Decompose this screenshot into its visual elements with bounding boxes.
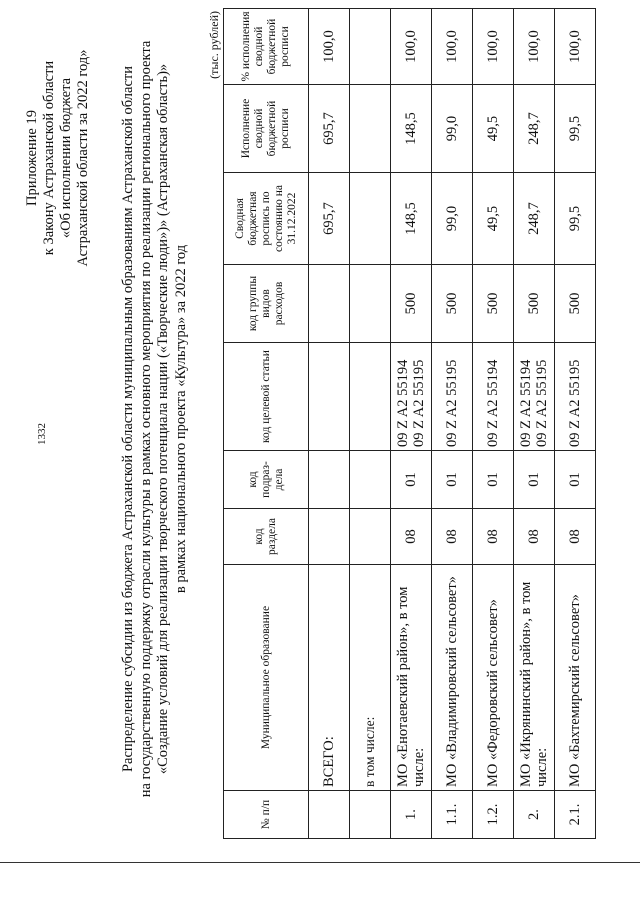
- header-target: код целевой статьи: [224, 343, 309, 451]
- cell-percent: 100,0: [473, 9, 514, 85]
- cell-target: [309, 343, 350, 451]
- cell-subsection: 01: [432, 451, 473, 509]
- appendix-line: «Об исполнении бюджета: [58, 77, 74, 239]
- cell-percent: 100,0: [309, 9, 350, 85]
- table-row: [555, 9, 596, 839]
- cell-num: 2.1.: [555, 791, 596, 839]
- cell-budget: 49,5: [473, 173, 514, 265]
- cell-section: 08: [555, 509, 596, 565]
- table-row: [391, 9, 432, 839]
- cell-section: 08: [514, 509, 555, 565]
- cell-budget: [350, 173, 391, 265]
- cell-section: 08: [473, 509, 514, 565]
- table-row: [350, 9, 391, 839]
- cell-target: 09 Z A2 55194: [473, 343, 514, 451]
- cell-section: [309, 509, 350, 565]
- table-row: [309, 9, 350, 839]
- cell-subsection: 01: [514, 451, 555, 509]
- subsidy-table: [223, 8, 596, 839]
- cell-execution: 99,5: [555, 85, 596, 173]
- table-row: [514, 9, 555, 839]
- cell-group: [309, 265, 350, 343]
- title-line: в рамках национального проекта «Культура» за 2022 год: [172, 244, 189, 594]
- cell-group: 500: [432, 265, 473, 343]
- header-section: код раздела: [224, 509, 309, 565]
- cell-percent: 100,0: [391, 9, 432, 85]
- cell-subsection: 01: [555, 451, 596, 509]
- header-subsection: код подраз- дела: [224, 451, 309, 509]
- header-execution: Исполнение сводной бюджетной росписи: [224, 85, 309, 173]
- units-label: (тыс. рублей): [207, 11, 221, 79]
- header-budget: Сводная бюджетная роспись по состоянию на 31.12.2022: [224, 173, 309, 265]
- cell-num: 2.: [514, 791, 555, 839]
- table-row: [432, 9, 473, 839]
- cell-group: 500: [514, 265, 555, 343]
- cell-num: 1.1.: [432, 791, 473, 839]
- appendix-line: Астраханской области за 2022 год»: [75, 49, 91, 267]
- cell-num: [350, 791, 391, 839]
- cell-percent: 100,0: [514, 9, 555, 85]
- cell-budget: 695,7: [309, 173, 350, 265]
- cell-num: 1.2.: [473, 791, 514, 839]
- cell-group: 500: [391, 265, 432, 343]
- cell-execution: 49,5: [473, 85, 514, 173]
- cell-budget: 99,5: [555, 173, 596, 265]
- cell-section: [350, 509, 391, 565]
- title-line: «Создание условий для реализации творческого потенциала нации («Творческие люди»)» (Астраханская область)»: [155, 63, 171, 775]
- title-line: Распределение субсидии из бюджета Астраханской области муниципальным образованиям Астраханской области: [120, 66, 136, 773]
- cell-section: 08: [391, 509, 432, 565]
- appendix-line: Приложение 19: [24, 110, 40, 206]
- cell-target: 09 Z A2 55194 09 Z A2 55195: [391, 343, 432, 451]
- cell-percent: 100,0: [555, 9, 596, 85]
- table-row: [473, 9, 514, 839]
- header-municipality: Муниципальное образование: [224, 565, 309, 791]
- cell-name: ВСЕГО:: [309, 565, 350, 791]
- cell-execution: [350, 85, 391, 173]
- cell-name: МО «Федоровский сельсовет»: [473, 565, 514, 791]
- cell-percent: 100,0: [432, 9, 473, 85]
- cell-execution: 695,7: [309, 85, 350, 173]
- header-num: № п/п: [224, 791, 309, 839]
- cell-target: 09 Z A2 55195: [432, 343, 473, 451]
- cell-execution: 148,5: [391, 85, 432, 173]
- header-percent: % исполнения сводной бюджетной росписи: [224, 9, 309, 85]
- cell-name: в том числе:: [350, 565, 391, 791]
- cell-budget: 148,5: [391, 173, 432, 265]
- cell-budget: 248,7: [514, 173, 555, 265]
- rotated-page: [0, 1, 640, 851]
- cell-group: 500: [473, 265, 514, 343]
- cell-name: МО «Енотаевский район», в том числе:: [391, 565, 432, 791]
- cell-percent: [350, 9, 391, 85]
- cell-subsection: [350, 451, 391, 509]
- cell-num: [309, 791, 350, 839]
- appendix-line: к Закону Астраханской области: [41, 60, 57, 256]
- appendix-header: [24, 13, 92, 303]
- document-title: [120, 1, 190, 837]
- cell-execution: 248,7: [514, 85, 555, 173]
- cell-num: 1.: [391, 791, 432, 839]
- cell-section: 08: [432, 509, 473, 565]
- page-content: [0, 1, 640, 851]
- header-expense-group: код группы видов расходов: [224, 265, 309, 343]
- cell-subsection: 01: [391, 451, 432, 509]
- cell-subsection: 01: [473, 451, 514, 509]
- cell-budget: 99,0: [432, 173, 473, 265]
- title-line: на государственную поддержку отрасли культуры в рамках основного мероприятия по реализации регионального проекта: [137, 40, 154, 798]
- cell-execution: 99,0: [432, 85, 473, 173]
- cell-group: [350, 265, 391, 343]
- cell-subsection: [309, 451, 350, 509]
- header-row: [224, 9, 309, 839]
- cell-target: [350, 343, 391, 451]
- page-bottom-rule: [0, 862, 640, 863]
- cell-group: 500: [555, 265, 596, 343]
- cell-name: МО «Бахтемирский сельсовет»: [555, 565, 596, 791]
- cell-target: 09 Z A2 55195: [555, 343, 596, 451]
- cell-name: МО «Владимировский сельсовет»: [432, 565, 473, 791]
- cell-target: 09 Z A2 55194 09 Z A2 55195: [514, 343, 555, 451]
- cell-name: МО «Икрянинский район», в том числе:: [514, 565, 555, 791]
- page-number: 1332: [36, 423, 48, 445]
